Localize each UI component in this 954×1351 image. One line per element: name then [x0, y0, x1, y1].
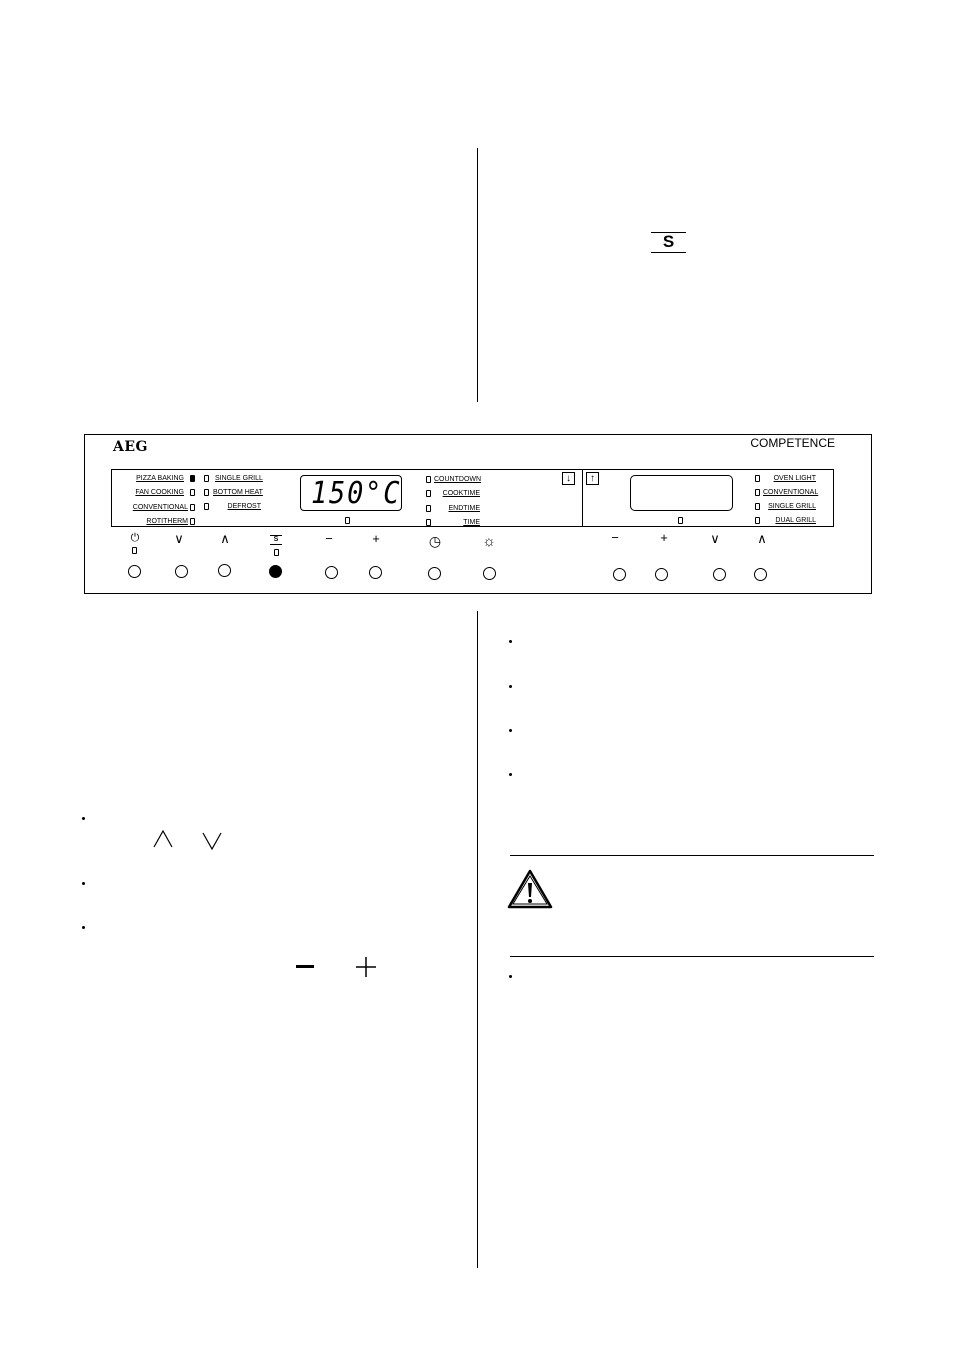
down-caret-icon — [202, 832, 222, 850]
s-key-symbol: S — [651, 232, 686, 253]
led-cooktime — [426, 490, 431, 497]
label-defrost: DEFROST — [227, 503, 261, 510]
led-single-grill — [204, 475, 209, 482]
clock-icon: ◷ — [428, 533, 442, 549]
column-divider-top — [477, 148, 478, 402]
bullet — [509, 773, 512, 776]
led-power — [132, 547, 137, 554]
control-panel — [84, 434, 872, 594]
model-name: COMPETENCE — [750, 436, 835, 450]
bullet — [82, 882, 85, 885]
label-right-single-grill: SINGLE GRILL — [768, 503, 816, 510]
secondary-display — [630, 475, 733, 511]
up-caret-icon — [153, 830, 173, 848]
plus-icon — [356, 957, 376, 977]
led-dual-grill — [755, 517, 760, 524]
led-right-conventional — [755, 489, 760, 496]
light-icon: ☼ — [482, 533, 496, 550]
label-rotitherm: ROTITHERM — [146, 518, 188, 525]
label-right-conventional: CONVENTIONAL — [763, 489, 819, 496]
label-countdown: COUNTDOWN — [434, 476, 482, 483]
led-defrost — [204, 503, 209, 510]
led-secondary-display — [678, 517, 683, 524]
s-button-symbol: S — [270, 535, 282, 545]
bullet — [82, 817, 85, 820]
minus-icon — [296, 965, 314, 968]
minus-button[interactable] — [325, 566, 338, 579]
warning-top-rule — [510, 855, 874, 856]
temperature-display — [300, 475, 402, 511]
right-up-button[interactable] — [754, 568, 767, 581]
led-bottom-heat — [204, 489, 209, 496]
plus-icon: + — [372, 531, 380, 546]
up-button[interactable] — [218, 564, 231, 577]
warning-bottom-rule — [510, 956, 874, 957]
led-conventional — [190, 504, 195, 511]
led-right-single-grill — [755, 503, 760, 510]
arrow-up-icon: ↑ — [586, 472, 599, 485]
bullet — [509, 640, 512, 643]
minus-icon: − — [325, 531, 333, 546]
warning-triangle-icon — [507, 869, 553, 909]
led-display — [345, 517, 350, 524]
brand-logo: AEG — [113, 439, 148, 455]
label-bottom-heat: BOTTOM HEAT — [213, 489, 263, 496]
column-divider-bottom — [477, 611, 478, 1268]
led-time — [426, 519, 431, 526]
right-minus-icon: − — [611, 530, 619, 545]
led-rotitherm — [190, 518, 195, 525]
arrow-down-icon: ↓ — [562, 472, 575, 485]
led-endtime — [426, 505, 431, 512]
plus-button[interactable] — [369, 566, 382, 579]
bullet — [509, 729, 512, 732]
right-minus-button[interactable] — [613, 568, 626, 581]
label-oven-light: OVEN LIGHT — [773, 475, 816, 482]
label-dual-grill: DUAL GRILL — [775, 517, 816, 524]
bullet — [82, 926, 85, 929]
right-down-button[interactable] — [713, 568, 726, 581]
led-fan-cooking — [190, 489, 195, 496]
label-cooktime: COOKTIME — [442, 490, 480, 497]
right-plus-button[interactable] — [655, 568, 668, 581]
bullet — [509, 685, 512, 688]
label-single-grill: SINGLE GRILL — [215, 475, 263, 482]
bullet — [509, 975, 512, 978]
strip-divider — [582, 470, 583, 527]
led-pizza-baking — [190, 475, 195, 482]
label-pizza-baking: PIZZA BAKING — [136, 475, 184, 482]
temperature-readout: 150°C — [311, 476, 402, 511]
led-s — [274, 549, 279, 556]
s-button[interactable] — [269, 565, 282, 578]
right-up-caret-icon: ∧ — [757, 531, 767, 546]
display-strip — [111, 469, 834, 527]
light-button[interactable] — [483, 567, 496, 580]
down-caret-icon: ∨ — [174, 531, 184, 546]
right-plus-icon: + — [660, 530, 668, 545]
right-down-caret-icon: ∨ — [710, 531, 720, 546]
label-conventional: CONVENTIONAL — [132, 504, 188, 511]
down-button[interactable] — [175, 565, 188, 578]
led-countdown — [426, 476, 431, 483]
label-time: TIME — [463, 519, 480, 526]
power-button[interactable] — [128, 565, 141, 578]
led-oven-light — [755, 475, 760, 482]
label-endtime: ENDTIME — [448, 505, 480, 512]
up-caret-icon: ∧ — [220, 531, 230, 546]
power-icon: ⏻ — [130, 532, 140, 544]
label-fan-cooking: FAN COOKING — [135, 489, 184, 496]
clock-button[interactable] — [428, 567, 441, 580]
